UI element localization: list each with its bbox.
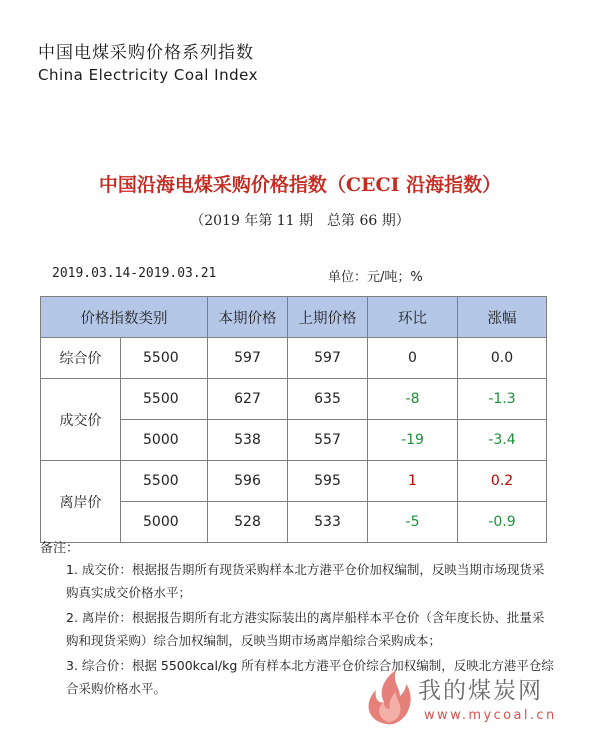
date-range: 2019.03.14-2019.03.21 [52,266,217,281]
category-cell: 综合价 [41,338,121,379]
note-item: 1. 成交价：根据报告期所有现货采购样本北方港平仓价加权编制，反映当期市场现货采购真实成交价格水平； [66,562,545,600]
previous-price-cell: 635 [288,379,368,420]
issue-subtitle: （2019 年第 11 期 总第 66 期） [190,213,410,229]
mom-cell: -8 [368,379,458,420]
pct-cell: -1.3 [458,379,547,420]
page-title: 中国沿海电煤采购价格指数（CECI 沿海指数） [98,174,502,196]
table-header-row [41,297,547,338]
header-current: 本期价格 [208,297,288,338]
price-index-table [40,296,547,543]
category-cell: 成交价 [41,379,121,461]
grade-cell: 5000 [121,420,208,461]
grade-cell: 5000 [121,502,208,543]
grade-cell: 5500 [121,379,208,420]
mom-cell: -19 [368,420,458,461]
note-item: 3. 综合价：根据 5500kcal/kg 所有样本北方港平仓价综合加权编制，反映北方港平仓综合采购价格水平。 [66,658,554,696]
mom-cell: 0 [368,338,458,379]
header-mom: 环比 [368,297,458,338]
previous-price-cell: 597 [288,338,368,379]
header-cn: 中国电煤采购价格系列指数 [38,43,254,63]
category-cell: 离岸价 [41,461,121,543]
pct-cell: 0.0 [458,338,547,379]
note-item: 2. 离岸价：根据报告期所有北方港实际装出的离岸船样本平仓价（含年度长协、批量采购和现货采购）综合加权编制，反映当期市场离岸船综合采购成本； [66,610,545,648]
current-price-cell: 528 [208,502,288,543]
header-category: 价格指数类别 [41,297,208,338]
current-price-cell: 538 [208,420,288,461]
header-en: China Electricity Coal Index [38,66,258,84]
table-row [41,461,547,502]
grade-cell: 5500 [121,461,208,502]
header-previous: 上期价格 [288,297,368,338]
table-row [41,338,547,379]
header-pct: 涨幅 [458,297,547,338]
mom-cell: 1 [368,461,458,502]
mom-cell: -5 [368,502,458,543]
previous-price-cell: 557 [288,420,368,461]
previous-price-cell: 595 [288,461,368,502]
watermark-url: www.mycoal.cn [424,708,557,723]
previous-price-cell: 533 [288,502,368,543]
unit-label: 单位：元/吨；% [328,270,423,285]
current-price-cell: 596 [208,461,288,502]
current-price-cell: 627 [208,379,288,420]
notes-label: 备注： [40,541,80,556]
current-price-cell: 597 [208,338,288,379]
pct-cell: -0.9 [458,502,547,543]
pct-cell: -3.4 [458,420,547,461]
watermark-text: 我的煤炭网 [418,678,543,704]
grade-cell: 5500 [121,338,208,379]
table-row [41,379,547,420]
pct-cell: 0.2 [458,461,547,502]
